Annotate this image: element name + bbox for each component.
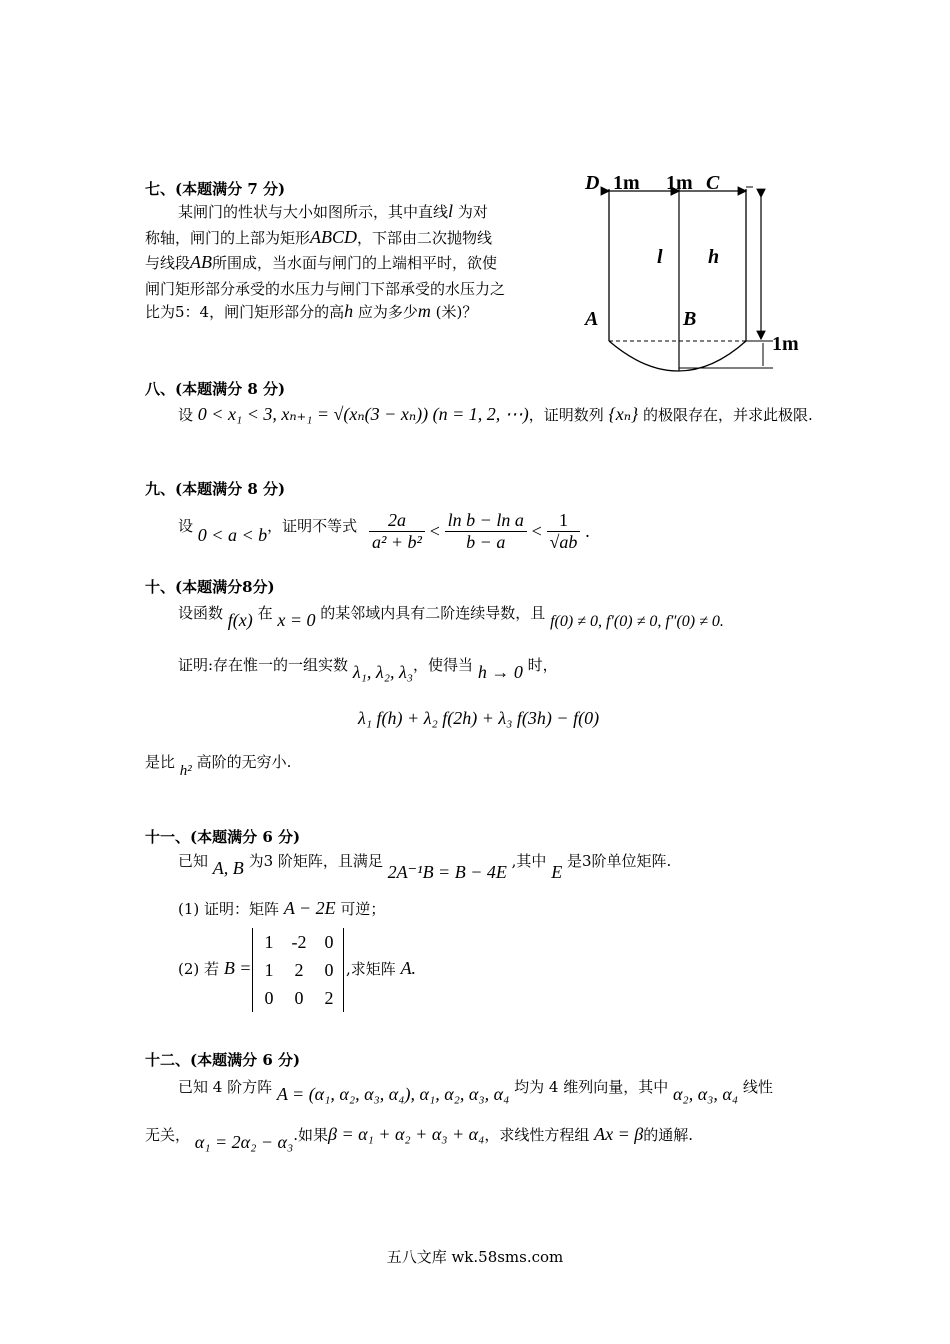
q11-part1: (1) 证明：矩阵 A − 2E 可逆；	[178, 898, 386, 918]
q12-line1: 已知 4 阶方阵 A = (α₁, α₂, α₃, α₄), α₁, α₂, α₃, α₄ 均为 4 维列向量，其中 α₂, α₃, α₄ 线性	[178, 1078, 773, 1104]
label-h: h	[708, 246, 720, 268]
q7-line5: 比为5：4，闸门矩形部分的高h 应为多少m (米)？	[145, 301, 478, 321]
q10-expression: λ₁ f(h) + λ₂ f(2h) + λ₃ f(3h) − f(0)	[358, 708, 600, 728]
q7-line1: 某闸门的性状与大小如图所示，其中直线l 为对	[178, 201, 488, 221]
q10-line2: 证明:存在惟一的一组实数 λ₁, λ₂, λ₃，使得当 h → 0 时，	[178, 656, 558, 682]
q9-title: 九、(本题满分 8 分)	[145, 480, 286, 498]
label-depth: 1m	[772, 333, 799, 355]
q7-line3: 与线段AB所围成，当水面与闸门的上端相平时，欲使	[145, 252, 498, 272]
gate-figure	[575, 165, 815, 380]
label-d: D	[585, 172, 600, 194]
q10-line3: 是比 h² 高阶的无穷小.	[145, 753, 292, 779]
q7-line2: 称轴，闸门的上部为矩形ABCD，下部由二次抛物线	[145, 227, 493, 247]
footer-watermark: 五八文库 wk.58sms.com	[386, 1248, 564, 1266]
matrix-cell: 0	[294, 987, 304, 1008]
q11-part2-tail: ,求矩阵 A.	[346, 958, 417, 978]
matrix-cell: 0	[324, 959, 334, 980]
q11-matrix	[252, 928, 344, 1012]
q9-inequality: $\frac{2a}{\text{a² + b²}}$ < $\frac{\text{ln b − ln a}}{b - a}$ < $\frac{1}{√ab}$ .	[369, 510, 590, 553]
q9-body: 设 0 < a < b，证明不等式	[178, 517, 358, 545]
matrix-cell: 2	[324, 987, 334, 1008]
matrix-cell: 2	[294, 959, 304, 980]
matrix-cell: 0	[324, 931, 334, 952]
q8-title: 八、(本题满分 8 分)	[145, 380, 286, 398]
label-width2: 1m	[666, 172, 693, 194]
q10-line1: 设函数 f(x) 在 x = 0 的某邻域内具有二阶连续导数，且 f(0) ≠ 0, f′(0) ≠ 0, f″(0) ≠ 0.	[178, 604, 724, 630]
matrix-cell: 0	[264, 987, 274, 1008]
matrix-cell: 1	[264, 931, 274, 952]
matrix-cell: 1	[264, 959, 274, 980]
label-b: B	[683, 308, 697, 330]
q11-title: 十一、(本题满分 6 分)	[145, 828, 301, 846]
parabola-curve	[609, 341, 746, 371]
label-a: A	[585, 308, 599, 330]
q10-title: 十、(本题满分8分)	[145, 578, 275, 596]
matrix-cell: -2	[291, 931, 307, 952]
q7-line4: 闸门矩形部分承受的水压力与闸门下部承受的水压力之	[145, 280, 506, 298]
label-c: C	[706, 172, 720, 194]
q8-math: 0 < x₁ < 3, xₙ₊₁ = √(xₙ(3 − xₙ)) (n = 1, 2, ⋯)	[197, 404, 529, 424]
q11-part2-label: (2) 若 B =	[178, 958, 252, 978]
q12-title: 十二、(本题满分 6 分)	[145, 1051, 301, 1069]
label-l: l	[657, 246, 663, 268]
q12-line2: 无关， α₁ = 2α₂ − α₃.如果β = α₁ + α₂ + α₃ + α₄，求线性方程组 Ax = β的通解.	[145, 1124, 694, 1152]
label-width1: 1m	[613, 172, 640, 194]
q7-title: 七、(本题满分 7 分)	[145, 180, 286, 198]
q11-line1: 已知 A, B 为3 阶矩阵，且满足 2A⁻¹B = B − 4E ,其中 E 是3阶单位矩阵.	[178, 852, 672, 882]
q8-body: 设 0 < x₁ < 3, xₙ₊₁ = √(xₙ(3 − xₙ)) (n = 1, 2, ⋯)，证明数列 {xₙ} 的极限存在，并求此极限.	[178, 404, 813, 424]
q8-seq: {xₙ}	[608, 404, 639, 424]
